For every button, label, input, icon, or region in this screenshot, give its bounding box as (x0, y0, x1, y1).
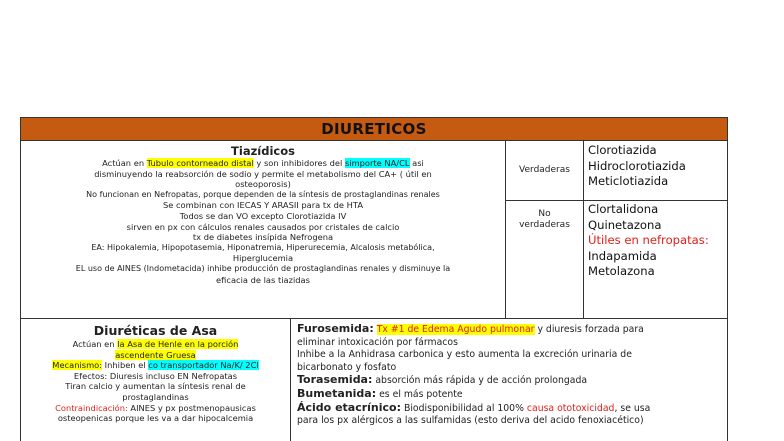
torasemida-name: Torasemida: (297, 373, 373, 387)
tiazidicos-line-1 (21, 158, 505, 169)
table-title: DIURETICOS (21, 118, 727, 141)
tiazidicos-line-12: eficacia de las tiazidas (216, 274, 310, 285)
furo-line-2: eliminar intoxicación por fármacos (297, 336, 458, 348)
tiazidicos-line-8: tx de diabetes insípida Nefrogena (192, 232, 334, 243)
tiazidicos-line-7: sirven en px con cálculos renales causados por cristales de calcio (126, 221, 400, 232)
ototoxicidad-text: causa ototoxicidad (526, 402, 615, 414)
bumetanida-name: Bumetanida: (297, 386, 377, 400)
etacrinico-text: Biodisponibilidad al 100% (401, 402, 527, 414)
verdaderas-label: Verdaderas (506, 141, 584, 201)
asa-mecanismo (21, 360, 290, 371)
torasemida-line (297, 374, 727, 388)
furosemida-name: Furosemida: (297, 322, 374, 335)
asa-l1-pre: Actúan en (72, 339, 118, 349)
asa-last-line: osteopenicas porque les va a dar hipocalcemia (57, 413, 254, 424)
tiazidicos-title: Tiazídicos (231, 144, 295, 158)
verdaderas-drugs (584, 141, 727, 201)
etacrinico-last-line: para los px alérgicos a las sulfamidas (esto deriva del acido fenoxiacético) (297, 415, 644, 427)
drug-item: Metolazona (588, 264, 655, 278)
asa-title: Diuréticas de Asa (93, 323, 218, 338)
drug-item: Meticlotiazida (588, 174, 669, 188)
tz-highlight-tubulo: Tubulo contorneado distal (146, 158, 254, 168)
furosemida-highlight: Tx #1 de Edema Agudo pulmonar (376, 324, 535, 335)
bumetanida-line (297, 388, 727, 402)
tz-l1-mid: y son inhibidores del (253, 158, 345, 168)
mecanismo-label: Mecanismo: (52, 360, 103, 371)
no-verdaderas-label (506, 201, 584, 319)
asa-highlight-gruesa: ascendente Gruesa (115, 349, 196, 360)
tz-l1-pre: Actúan en (102, 158, 147, 168)
no-verdaderas-label-1: No (538, 209, 551, 219)
furo-l1-post: y diuresis forzada para (534, 324, 644, 335)
tz-highlight-simporte: simporte NA/CL (344, 158, 410, 168)
drug-item: Hidroclorotiazida (588, 158, 686, 173)
asa-line-1 (21, 339, 290, 350)
etacrinico-line (297, 402, 727, 416)
tz-l1-post: asi (409, 158, 424, 168)
furo-line-1 (297, 323, 727, 337)
etacrinico-post: , se usa (614, 402, 651, 414)
asa-calcio-2: prostaglandinas (122, 391, 189, 402)
furosemida-cell (291, 319, 727, 441)
tiazidicos-line-4: No funcionan en Nefropatas, porque dependen de la síntesis de prostaglandinas renales (86, 189, 440, 199)
mecanismo-text: Inhiben el (102, 360, 149, 371)
no-verdaderas-label-2: verdaderas (519, 220, 570, 230)
asa-efectos: Efectos: Diuresis incluso EN Nefropatas (73, 370, 238, 381)
torasemida-text: absorción más rápida y de acción prolongada (372, 375, 588, 387)
tiazidicos-cell (21, 141, 506, 319)
contraindicacion-text: AINES y px postmenopausicas (127, 402, 256, 413)
tiazidicos-line-10: Hiperglucemia (232, 253, 294, 264)
asa-calcio-1: Tiran calcio y aumentan la síntesis renal de (65, 381, 246, 392)
drug-item: Clortalidona (588, 202, 659, 216)
tiazidicos-line-11: EL uso de AINES (Indometacida) inhibe producción de prostaglandinas renales y disminuye la (75, 263, 451, 273)
asa-line-2 (21, 350, 290, 361)
asa-highlight-henle: la Asa de Henle en la porción (117, 339, 239, 349)
tiazidicos-line-3: osteoporosis) (235, 179, 291, 190)
drug-item: Indapamida (588, 248, 657, 263)
asa-contraindicacion (21, 403, 290, 414)
bumetanida-text: es el más potente (376, 388, 463, 400)
nefropatas-note: Útiles en nefropatas: (588, 233, 709, 247)
diureticos-table (20, 117, 728, 441)
furo-line-4: bicarbonato y fosfato (297, 361, 397, 373)
mecanismo-highlight: co transportador Na/K/ 2Cl (148, 360, 259, 371)
no-verdaderas-drugs (584, 201, 727, 319)
furo-line-3: Inhibe a la Anhidrasa carbonica y esto aumenta la excreción urinaria de (297, 349, 632, 361)
drug-item: Clorotiazida (588, 143, 657, 157)
tiazidicos-line-2: disminuyendo la reabsorción de sodio y permite el metabolismo del CA+ ( útil en (94, 168, 432, 179)
etacrinico-name: Ácido etacrínico: (297, 400, 402, 414)
asa-cell (21, 319, 291, 441)
contraindicacion-label: Contraindicación: (55, 402, 128, 413)
tiazidicos-line-9: EA: Hipokalemia, Hipopotasemia, Hiponatremia, Hiperurecemia, Alcalosis metabólica, (91, 242, 435, 252)
drug-item: Quinetazona (588, 217, 662, 232)
tiazidicos-line-5: Se combinan con IECAS Y ARASII para tx de HTA (162, 200, 364, 211)
tiazidicos-line-6: Todos se dan VO excepto Clorotiazida IV (179, 210, 347, 221)
